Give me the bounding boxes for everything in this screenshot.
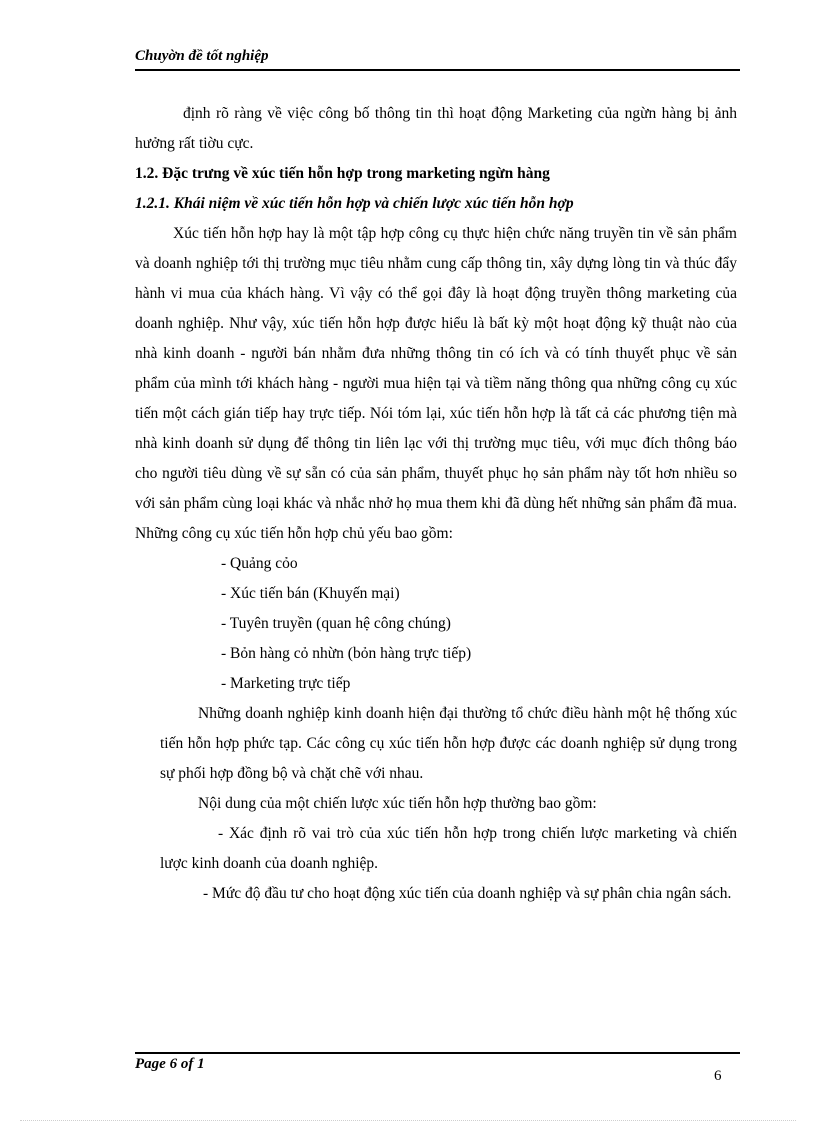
tool-item: - Xúc tiến bán (Khuyến mại) [221, 585, 400, 602]
tool-item: - Quảng cỏo [221, 555, 298, 572]
paragraph-strategy-content: Nội dung của một chiến lược xúc tiến hỗn hợp thường bao gồm: [198, 795, 597, 812]
paragraph-modern-enterprises: Những doanh nghiệp kinh doanh hiện đại thường tổ chức điều hành một hệ thống xúc tiến hỗn hợp phức tạp. Các công cụ xúc tiến hỗn hợp được các doanh nghiệp sử dụng trong sự phối hợp đồng bộ và chặt chẽ với nhau. [160, 705, 737, 782]
tool-item: - Marketing trực tiếp [221, 675, 351, 692]
paragraph-role: - Xác định rõ vai trò của xúc tiến hỗn hợp trong chiến lược marketing và chiến lược kinh doanh của doanh nghiệp. [160, 825, 737, 872]
paragraph-definition: Xúc tiến hỗn hợp hay là một tập hợp công cụ thực hiện chức năng truyền tin về sản phẩm và doanh nghiệp tới thị trường mục tiêu nhằm cung cấp thông tin, xây dựng lòng tin và thúc đẩy hành vi mua của khách hàng. Vì vậy có thể gọi đây là hoạt động truyền thông marketing của doanh nghiệp. Như vậy, xúc tiến hỗn hợp được hiểu là bất kỳ một hoạt động kỹ thuật nào của nhà kinh doanh - người bán nhằm đưa những thông tin có ích và có tính thuyết phục về sản phẩm của mình tới khách hàng - người mua hiện tại và tiềm năng thông qua những công cụ xúc tiến một cách gián tiếp hay trực tiếp. Nói tóm lại, xúc tiến hỗn hợp là tất cả các phương tiện mà nhà kinh doanh sử dụng để thông tin liên lạc với thị trường mục tiêu, với mục đích thông báo cho người tiêu dùng về sự sẵn có của sản phẩm, thuyết phục họ sản phẩm này tốt hơn nhiều so với sản phẩm cùng loại khác và nhắc nhở họ mua them khi đã dùng hết những sản phẩm đã mua. Những công cụ xúc tiến hỗn hợp chủ yếu bao gồm: [135, 225, 737, 542]
page-bottom-border [20, 1120, 796, 1121]
section-heading-1-2: 1.2. Đặc trưng về xúc tiến hỗn hợp trong marketing ngừn hàng [135, 165, 550, 182]
running-header-title: Chuyờn đề tốt nghiệp [135, 48, 269, 64]
footer-rule [135, 1052, 740, 1054]
tool-item: - Bỏn hàng cỏ nhừn (bỏn hàng trực tiếp) [221, 645, 472, 662]
section-heading-1-2-1: 1.2.1. Khái niệm về xúc tiến hỗn hợp và chiến lược xúc tiến hỗn hợp [135, 195, 574, 212]
paragraph-intro: định rõ ràng về việc công bố thông tin thì hoạt động Marketing của ngừn hàng bị ảnh hưởng rất tiờu cực. [135, 105, 737, 152]
document-body [135, 99, 737, 909]
paragraph-investment: - Mức độ đầu tư cho hoạt động xúc tiến của doanh nghiệp và sự phân chia ngân sách. [203, 885, 732, 902]
footer-page-label: Page 6 of 1 [135, 1056, 205, 1072]
header-rule [135, 69, 740, 71]
tool-item: - Tuyên truyền (quan hệ công chúng) [221, 615, 451, 632]
page-number: 6 [714, 1068, 722, 1084]
